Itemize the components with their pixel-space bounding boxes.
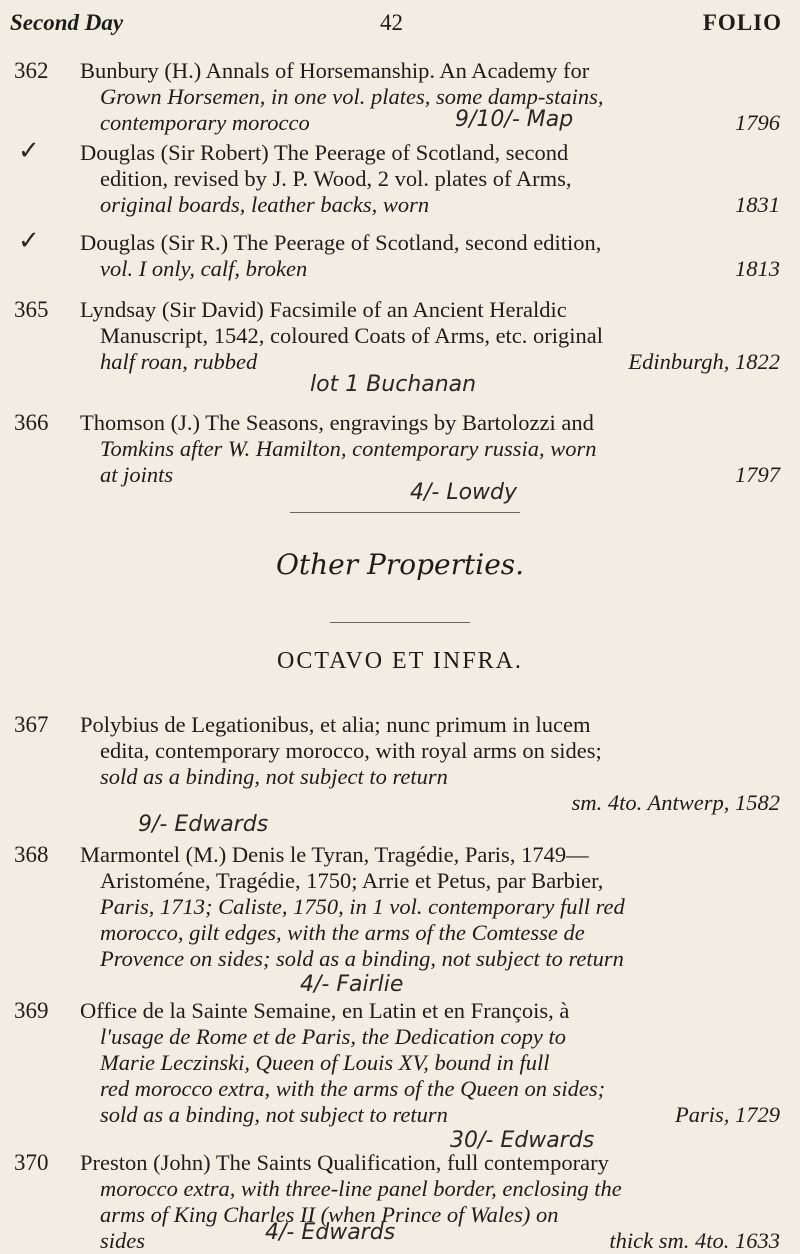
desc-line: Tomkins after W. Hamilton, contemporary russia, worn	[100, 436, 597, 461]
handwritten-price: 4/- Edwards	[265, 1220, 396, 1245]
desc-line: edita, contemporary morocco, with royal arms on sides;	[100, 738, 602, 763]
desc-line: contemporary morocco	[100, 110, 310, 135]
handwritten-price: 30/- Edwards	[450, 1128, 595, 1153]
desc-line: Douglas (Sir R.) The Peerage of Scotland, second edition,	[80, 230, 602, 255]
lot-description	[80, 842, 780, 972]
section-subtitle: OCTAVO ET INFRA.	[277, 648, 523, 674]
handwritten-tick: ✓	[18, 136, 40, 166]
running-head-right: FOLIO	[702, 10, 782, 35]
desc-line: Provence on sides; sold as a binding, not subject to return	[100, 946, 624, 971]
desc-line: sold as a binding, not subject to return	[100, 764, 448, 789]
desc-line: half roan, rubbed	[100, 349, 258, 374]
lot-description	[80, 410, 780, 488]
handwritten-price: 9/10/- Map	[455, 107, 574, 132]
divider-rule	[330, 622, 470, 623]
desc-line: Office de la Sainte Semaine, en Latin et en François, à	[80, 998, 570, 1023]
desc-line: Manuscript, 1542, coloured Coats of Arms, etc. original	[100, 323, 604, 348]
lot-description	[80, 140, 780, 218]
section-title: Other Properties.	[275, 548, 525, 581]
lot-number: 367	[14, 712, 49, 737]
lot-date: Edinburgh, 1822	[628, 349, 780, 374]
desc-line: sides	[100, 1228, 145, 1253]
divider-rule	[290, 512, 520, 513]
page-number: 42	[380, 10, 403, 35]
desc-line: morocco extra, with three-line panel border, enclosing the	[100, 1176, 622, 1201]
desc-line: Marmontel (M.) Denis le Tyran, Tragédie, Paris, 1749—	[80, 842, 589, 867]
desc-line: vol. I only, calf, broken	[100, 256, 308, 281]
desc-line: arms of King Charles II (when Prince of Wales) on	[100, 1202, 559, 1227]
page-header	[0, 10, 800, 50]
lot-number: 366	[14, 410, 49, 435]
desc-line: Grown Horsemen, in one vol. plates, some damp-stains,	[100, 84, 604, 109]
desc-line: Douglas (Sir Robert) The Peerage of Scotland, second	[80, 140, 569, 165]
lot-date: 1831	[735, 192, 780, 217]
desc-line: Thomson (J.) The Seasons, engravings by Bartolozzi and	[80, 410, 594, 435]
lot-description	[80, 230, 780, 282]
lot-number: 370	[14, 1150, 49, 1175]
handwritten-price: 4/- Fairlie	[300, 972, 404, 997]
desc-line: Paris, 1713; Caliste, 1750, in 1 vol. contemporary full red	[100, 894, 625, 919]
desc-line: at joints	[100, 462, 174, 487]
desc-line: original boards, leather backs, worn	[100, 192, 430, 217]
lot-number: 362	[14, 58, 49, 83]
desc-line: Polybius de Legationibus, et alia; nunc primum in lucem	[80, 712, 591, 737]
desc-line: Bunbury (H.) Annals of Horsemanship. An Academy for	[80, 58, 590, 83]
lot-date: 1797	[735, 462, 780, 487]
lot-description	[80, 998, 780, 1128]
desc-line: sold as a binding, not subject to return	[100, 1102, 448, 1127]
desc-line: edition, revised by J. P. Wood, 2 vol. plates of Arms,	[100, 166, 572, 191]
desc-line: Preston (John) The Saints Qualification, full contemporary	[80, 1150, 609, 1175]
lot-description	[80, 297, 780, 375]
handwritten-price: 9/- Edwards	[138, 812, 269, 837]
handwritten-price: 4/- Lowdy	[410, 480, 518, 505]
desc-line: l'usage de Rome et de Paris, the Dedication copy to	[100, 1024, 566, 1049]
desc-line: Lyndsay (Sir David) Facsimile of an Ancient Heraldic	[80, 297, 567, 322]
desc-line: Marie Leczinski, Queen of Louis XV, bound in full	[100, 1050, 550, 1075]
lot-date: 1796	[735, 110, 780, 135]
lot-description	[80, 1150, 780, 1254]
desc-line: red morocco extra, with the arms of the Queen on sides;	[100, 1076, 606, 1101]
desc-line: morocco, gilt edges, with the arms of the Comtesse de	[100, 920, 585, 945]
desc-line: Aristoméne, Tragédie, 1750; Arrie et Petus, par Barbier,	[100, 868, 604, 893]
running-head-left: Second Day	[10, 10, 124, 35]
lot-date: 1813	[735, 256, 780, 281]
lot-number: 368	[14, 842, 49, 867]
lot-date: sm. 4to. Antwerp, 1582	[571, 790, 780, 815]
lot-number: 365	[14, 297, 49, 322]
handwritten-price: lot 1 Buchanan	[310, 372, 477, 397]
lot-description	[80, 712, 780, 816]
handwritten-tick: ✓	[18, 226, 40, 256]
lot-description	[80, 58, 780, 136]
lot-date: Paris, 1729	[674, 1102, 780, 1127]
lot-number: 369	[14, 998, 49, 1023]
lot-date: thick sm. 4to. 1633	[609, 1228, 780, 1253]
